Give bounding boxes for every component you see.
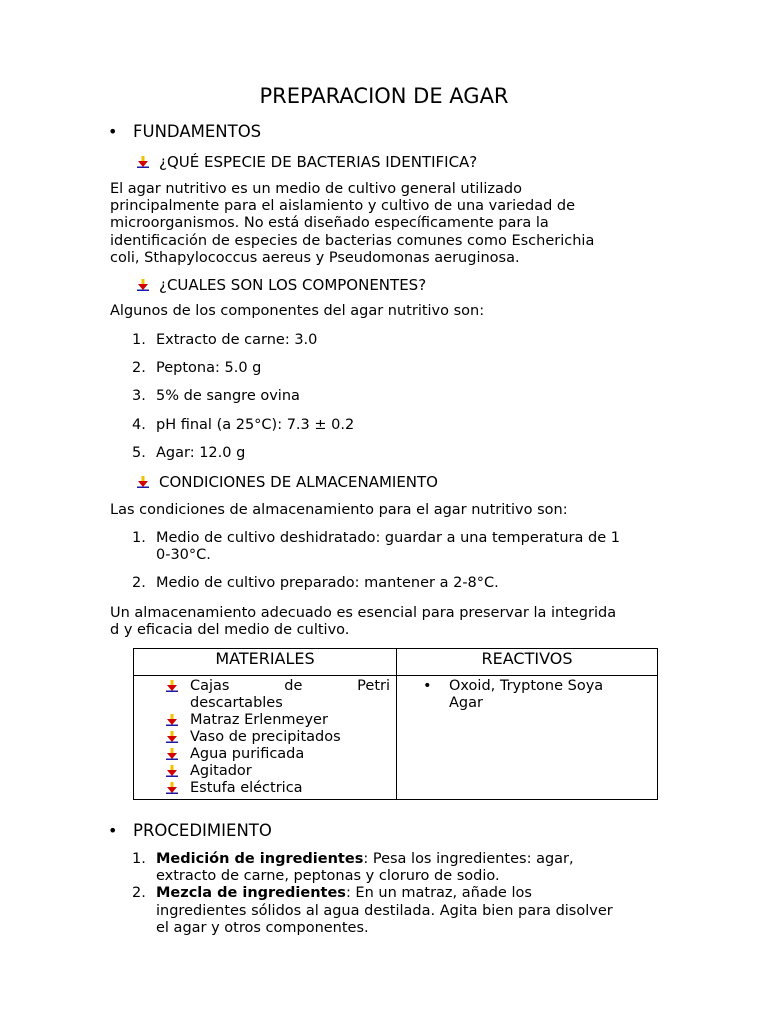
paragraph-line: microorganismos. No está diseñado específicamente para la — [110, 215, 549, 232]
paragraph-line: coli, Sthapylococcus aereus y Pseudomonas aeruginosa. — [110, 249, 520, 266]
list-number: 1. — [132, 332, 146, 348]
step-text: : Pesa los ingredientes: agar, — [363, 851, 574, 867]
list-text: Estufa eléctrica — [190, 780, 303, 796]
arrow-down-icon — [137, 156, 159, 168]
list-text: Vaso de precipitados — [190, 729, 341, 745]
paragraph-q1 — [110, 181, 655, 267]
list-item — [132, 332, 662, 349]
table-header-row — [134, 649, 658, 676]
list-item — [166, 763, 390, 780]
list-item — [132, 851, 662, 885]
list-item — [423, 678, 651, 712]
list-text-line — [156, 885, 662, 902]
list-text-line: Medio de cultivo deshidratado: guardar a una temperatura de 1 — [156, 530, 620, 546]
arrow-down-icon — [137, 476, 159, 488]
list-text — [156, 530, 662, 564]
arrow-down-icon — [137, 279, 159, 291]
list-number: 2. — [132, 360, 146, 377]
list-text-line: extracto de carne, peptonas y cloruro de sodio. — [156, 868, 500, 885]
materiales-cell — [134, 676, 397, 800]
list-number: 3. — [132, 388, 146, 405]
page-title: PREPARACION DE AGAR — [259, 84, 509, 108]
section-heading: FUNDAMENTOS — [133, 122, 262, 141]
arrow-down-icon — [166, 746, 190, 763]
list-text-line: Agar — [449, 695, 483, 711]
word: Cajas — [190, 678, 230, 694]
list-text-line — [156, 851, 662, 868]
section-heading: PROCEDIMIENTO — [133, 821, 272, 840]
section-procedimiento — [108, 821, 272, 840]
question-heading — [137, 473, 438, 491]
paragraph-line: identificación de especies de bacterias comunes como Escherichia — [110, 232, 595, 249]
materials-reagents-table — [133, 648, 658, 800]
list-number: 5. — [132, 444, 146, 461]
bullet-icon: • — [423, 678, 432, 694]
list-text-line — [190, 678, 390, 695]
paragraph-intro: Las condiciones de almacenamiento para el agar nutritivo son: — [110, 502, 568, 518]
list-item — [132, 445, 662, 462]
list-text-line: descartables — [190, 695, 283, 711]
paragraph-intro: Algunos de los componentes del agar nutritivo son: — [110, 303, 485, 319]
list-item — [132, 417, 662, 434]
list-text: Peptona: 5.0 g — [156, 360, 262, 377]
list-number: 1. — [132, 530, 146, 546]
question-text: ¿QUÉ ESPECIE DE BACTERIAS IDENTIFICA? — [159, 153, 478, 171]
procedure-list — [132, 851, 662, 937]
word: de — [284, 678, 303, 694]
question-text: ¿CUALES SON LOS COMPONENTES? — [159, 276, 427, 294]
list-text: pH final (a 25°C): 7.3 ± 0.2 — [156, 416, 355, 433]
step-text: : En un matraz, añade los — [345, 885, 532, 902]
question-heading — [137, 276, 426, 294]
list-text: Extracto de carne: 3.0 — [156, 332, 318, 348]
list-item — [166, 712, 390, 729]
list-text: Medio de cultivo preparado: mantener a 2-8°C. — [156, 575, 499, 592]
arrow-down-icon — [166, 712, 190, 729]
list-text-line: 0-30°C. — [156, 547, 211, 564]
list-item — [166, 780, 390, 797]
arrow-down-icon — [166, 729, 190, 746]
step-title: Medición de ingredientes — [156, 851, 364, 867]
list-item — [132, 575, 662, 592]
list-text: Agua purificada — [190, 746, 305, 762]
list-item — [166, 729, 390, 746]
paragraph-line: d y eficacia del medio de cultivo. — [110, 622, 350, 639]
bullet-icon: • — [108, 821, 118, 840]
section-fundamentos — [108, 122, 261, 141]
paragraph-closing — [110, 605, 655, 639]
arrow-down-icon — [166, 678, 190, 712]
reactivos-cell — [397, 676, 658, 800]
storage-list — [132, 530, 662, 604]
list-item — [132, 360, 662, 377]
list-item — [132, 388, 662, 405]
components-list — [132, 332, 662, 473]
list-number: 2. — [132, 885, 146, 902]
list-text-line: ingredientes sólidos al agua destilada. Agita bien para disolver — [156, 902, 613, 919]
list-text: Matraz Erlenmeyer — [190, 712, 328, 728]
table-row — [134, 676, 658, 800]
header-materiales: MATERIALES — [134, 649, 397, 676]
paragraph-line: Un almacenamiento adecuado es esencial para preservar la integrida — [110, 605, 617, 621]
list-item — [132, 530, 662, 564]
list-text-line: Oxoid, Tryptone Soya — [449, 678, 604, 694]
question-text: CONDICIONES DE ALMACENAMIENTO — [159, 473, 438, 491]
step-title: Mezcla de ingredientes — [156, 885, 346, 902]
paragraph-line: principalmente para el aislamiento y cultivo de una variedad de — [110, 198, 576, 215]
paragraph-line: El agar nutritivo es un medio de cultivo general utilizado — [110, 181, 522, 197]
word: Petri — [357, 678, 390, 694]
arrow-down-icon — [166, 780, 190, 797]
list-text: Agar: 12.0 g — [156, 444, 246, 461]
bullet-icon: • — [108, 122, 118, 141]
question-heading — [137, 153, 477, 171]
list-item — [166, 678, 390, 712]
list-text-line: el agar y otros componentes. — [156, 919, 369, 936]
arrow-down-icon — [166, 763, 190, 780]
header-reactivos: REACTIVOS — [397, 649, 658, 676]
list-number: 1. — [132, 851, 146, 867]
list-text: Agitador — [190, 763, 252, 779]
list-text: 5% de sangre ovina — [156, 388, 300, 405]
list-item — [132, 885, 662, 937]
list-number: 2. — [132, 575, 146, 592]
list-number: 4. — [132, 416, 146, 433]
list-item — [166, 746, 390, 763]
